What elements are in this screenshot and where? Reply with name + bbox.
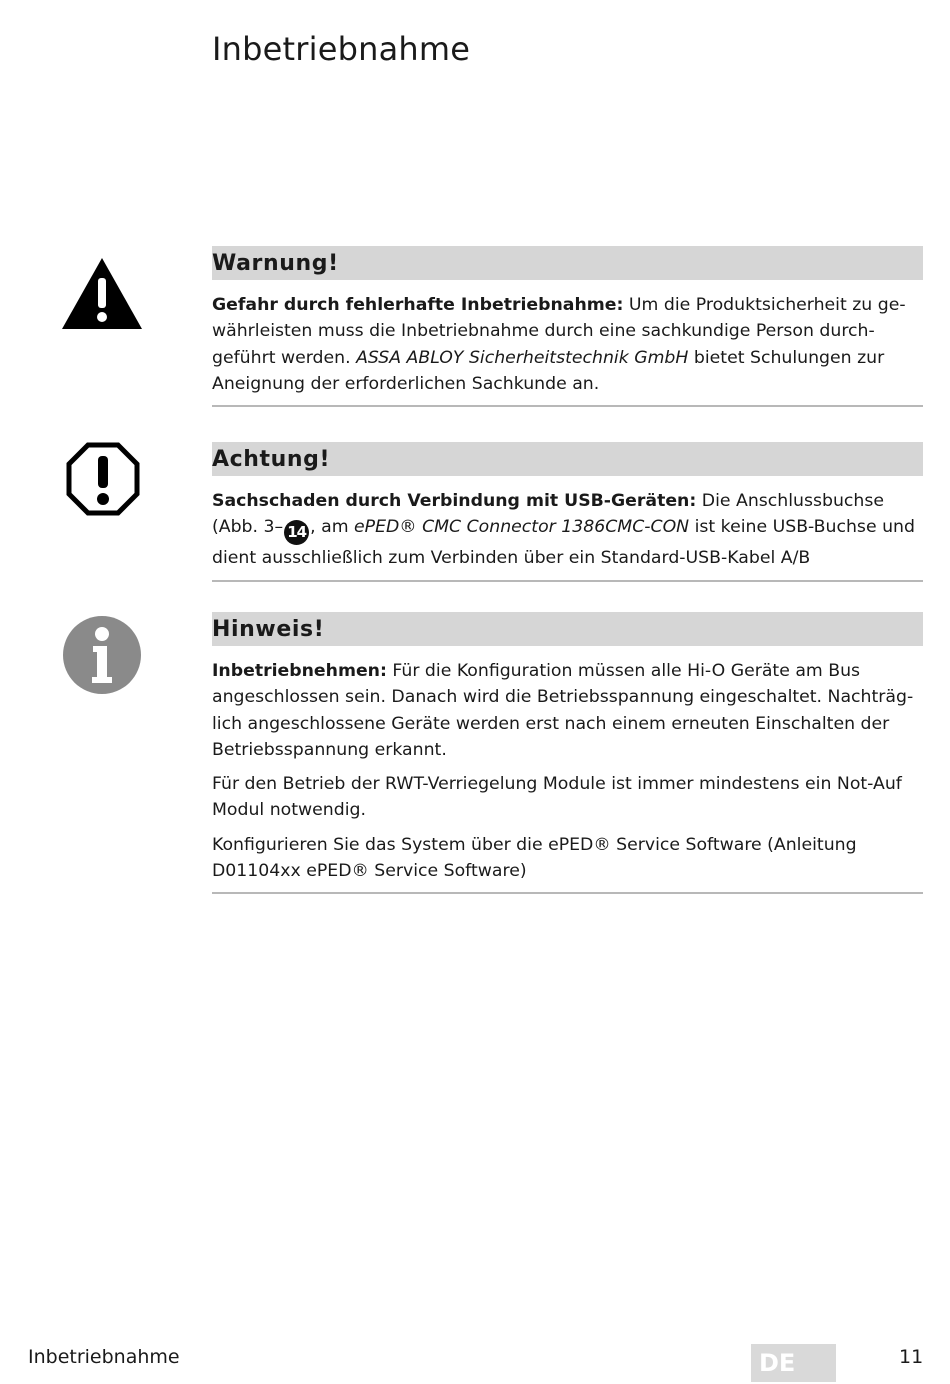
warning-triangle-icon xyxy=(60,256,144,331)
notice-body xyxy=(212,292,923,397)
notice-text: Um die Produktsicherheit zu ge-währleisten muss die Inbetriebnahme durch eine sachkundige Person durch-geführt werden. xyxy=(212,295,906,368)
notice-text: Die Anschlussbuchse (Abb. 3– xyxy=(212,491,884,538)
notice-paragraph: Konfigurieren Sie das System über die ePED® Service Software (Anleitung D01104xx ePED® Service Software) xyxy=(212,834,857,882)
product-name: ePED® CMC Connector 1386CMC-CON xyxy=(354,517,690,538)
company-name: ASSA ABLOY Sicherheitstechnik GmbH xyxy=(356,347,689,368)
footer-section-title: Inbetriebnahme xyxy=(28,1346,180,1368)
warning-notice xyxy=(212,246,923,407)
notice-paragraph: Für den Betrieb der RWT-Verriegelung Module ist immer mindestens ein Not-Auf Modul notwendig. xyxy=(212,774,902,821)
notice-lead: Inbetriebnehmen: xyxy=(212,661,387,681)
callout-number: 14 xyxy=(284,520,309,545)
notice-body xyxy=(212,488,923,572)
notice-divider xyxy=(212,405,923,407)
info-notice xyxy=(212,612,923,894)
notice-text: , am xyxy=(310,517,355,538)
notice-heading: Hinweis! xyxy=(212,612,923,646)
language-badge: DE xyxy=(751,1344,836,1382)
page-title: Inbetriebnahme xyxy=(212,30,471,68)
caution-notice xyxy=(212,442,923,582)
notice-heading: Achtung! xyxy=(212,442,923,476)
notice-text: Für die Konfiguration müssen alle Hi-O Geräte am Bus angeschlossen sein. Danach wird die Betriebsspannung eingeschaltet. Nachträg-lich angeschlossene Geräte werden erst nach einem erneuten Einschalten der Betriebsspannung erkannt. xyxy=(212,661,914,760)
notice-heading: Warnung! xyxy=(212,246,923,280)
notice-lead: Gefahr durch fehlerhafte Inbetriebnahme: xyxy=(212,295,624,315)
notice-lead: Sachschaden durch Verbindung mit USB-Geräten: xyxy=(212,491,697,511)
notice-divider xyxy=(212,580,923,582)
notice-divider xyxy=(212,892,923,894)
notice-body xyxy=(212,658,923,884)
caution-octagon-icon xyxy=(66,442,140,516)
page-number: 11 xyxy=(899,1346,924,1368)
notice-text: ist keine USB-Buchse und dient ausschließlich zum Verbinden über ein Standard-USB-Kabel A/B xyxy=(212,517,915,569)
notice-text: bietet Schulungen zur Aneignung der erforderlichen Sachkunde an. xyxy=(212,347,885,394)
info-icon xyxy=(62,615,142,695)
